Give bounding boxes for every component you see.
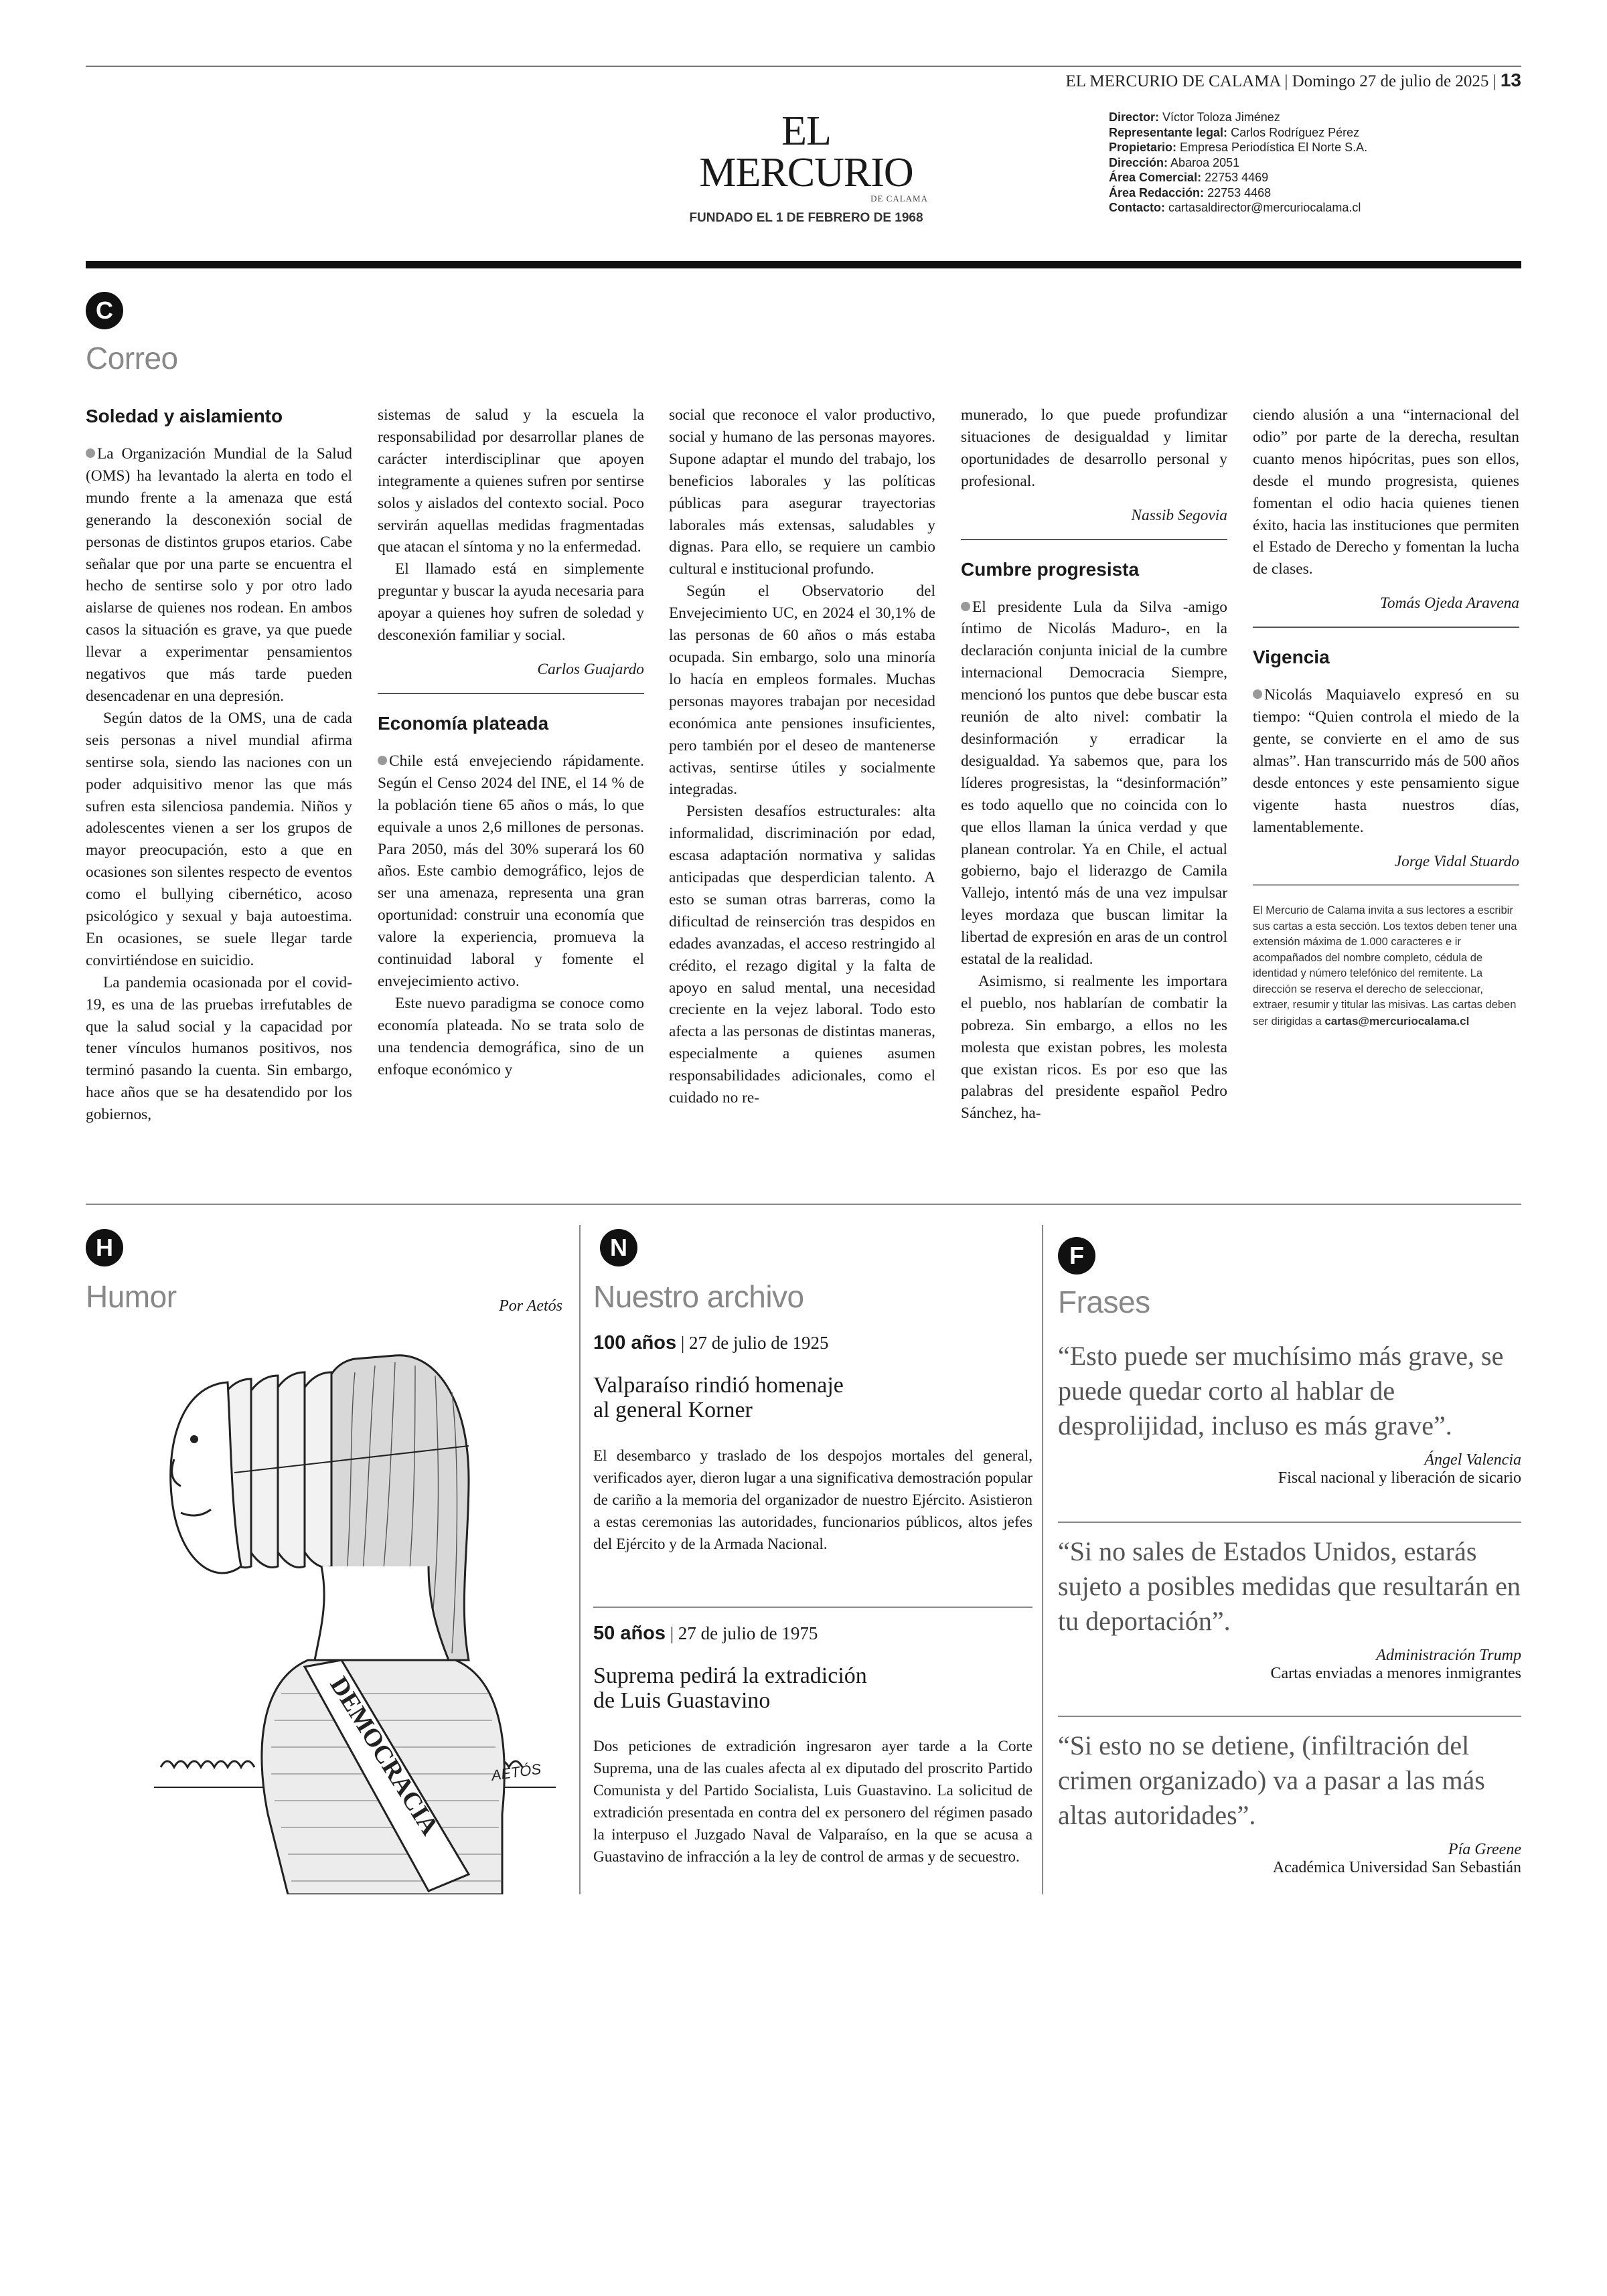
letter-paragraph: La pandemia ocasionada por el covid-19, es una de las pruebas irrefutables de que la salud social y la capacidad por tener vínculos humanos positivos, nos terminó pasando la cuenta. Sin embargo, hace años que se ha desatendido por los gobiernos, <box>86 973 352 1124</box>
quote-text: “Si no sales de Estados Unidos, estarás sujeto a posibles medidas que resultarán en tu deportación”. <box>1058 1536 1521 1636</box>
letters-column-3 <box>669 404 935 1109</box>
quote-author: Administración Trump <box>1376 1647 1521 1664</box>
bullet-dot-icon <box>86 448 95 458</box>
newspaper-logo-sub: DE CALAMA <box>870 193 928 203</box>
letter-divider <box>961 539 1227 540</box>
letter-paragraph: La Organización Mundial de la Salud (OMS) ha levantado la alerta en todo el mundo frente a la amenaza que está generando la desconexión social de personas de distintos grupos etarios. Cabe señalar que por una parte se encuentra el hecho de sentirse solo y por otro lado aislarse de quienes nos rodean. En ambos casos la situación es grave, ya que puede llevar a experimentar pensamientos negativos que más tarde pueden desencadenar en una depresión. <box>86 445 352 705</box>
letter-signature: Jorge Vidal Stuardo <box>1394 852 1519 870</box>
letters-submission-note: El Mercurio de Calama invita a sus lectores a escribir sus cartas a esta sección. Los textos deben tener una extensión máxima de 1.000 caracteres e ir acompañados del nombre completo, cédula de identidad y número telefónico del remitente. La dirección se reserva el derecho de seleccionar, extraer, resumir y titular las misivas. Las cartas deben ser dirigidas a cartas@mercuriocalama.cl <box>1253 904 1517 1028</box>
letter-heading: Soledad y aislamiento <box>86 406 283 426</box>
cartoon-signature: AETÓS <box>490 1760 542 1784</box>
letter-paragraph: Según datos de la OMS, una de cada seis personas a nivel mundial afirma sentirse sola, siendo las naciones con un poder adquisitivo menor las que más sufren esta silenciosa pandemia. Niños y adolescentes vienen a ser los grupos de mayor preocupación, esto a que en ocasiones son silentes respecto de eventos como el bullying cibernético, acoso psicológico y sexual y baja autoestima. En ocasiones, se suele llegar tarde convirtiéndose en suicidio. <box>86 709 352 969</box>
staff-line: Área Comercial: 22753 4469 <box>1109 171 1269 184</box>
bullet-dot-icon <box>378 756 387 765</box>
archive-item-body: El desembarco y traslado de los despojos mortales del general, verificados ayer, dieron lugar a una significativa demostración popular de cariño a la memoria del organizador de nuestro Ejército. Asistieron a estas ceremonias las autoridades, funcionarios públicos, altos jefes del Ejército y de la Armada Nacional. <box>593 1447 1032 1553</box>
quote-divider <box>1058 1716 1521 1717</box>
bullet-dot-icon <box>961 602 970 611</box>
founded-line: FUNDADO EL 1 DE FEBRERO DE 1968 <box>689 211 923 225</box>
letters-column-5 <box>1253 404 1519 1030</box>
letter-heading: Economía plateada <box>378 712 549 734</box>
archive-divider <box>593 1607 1032 1608</box>
archive-item <box>593 1623 1032 1868</box>
letter-divider <box>1253 884 1519 886</box>
letter-signature: Carlos Guajardo <box>537 660 644 678</box>
newspaper-logo: EL MERCURIO <box>699 108 913 195</box>
archive-item-year: 100 años | 27 de julio de 1925 <box>593 1332 829 1354</box>
column-divider <box>1042 1225 1043 1894</box>
letters-column-1 <box>86 404 352 1126</box>
quote-author-role: Fiscal nacional y liberación de sicario <box>1278 1469 1521 1487</box>
letter-divider <box>378 693 644 694</box>
letter-divider <box>1253 627 1519 628</box>
quote-block <box>1058 1339 1521 1487</box>
section-title-archivo: Nuestro archivo <box>593 1279 804 1314</box>
letters-column-4 <box>961 404 1227 1125</box>
staff-line: Representante legal: Carlos Rodríguez Pérez <box>1109 125 1360 139</box>
quote-divider <box>1058 1522 1521 1523</box>
masthead <box>672 110 940 226</box>
quote-author-role: Cartas enviadas a menores inmigrantes <box>1270 1665 1521 1682</box>
letters-column-2 <box>378 404 644 1080</box>
letter-paragraph: social que reconoce el valor productivo, social y humano de las personas mayores. Supone adaptar el mundo del trabajo, los beneficios laborales y las políticas públicas para asegurar trayectorias laborales más extensas, saludables y dignas. Para ello, se requiere un cambio cultural e institucional profundo. <box>669 406 935 578</box>
staff-line: Propietario: Empresa Periodística El Norte S.A. <box>1109 141 1368 154</box>
letter-heading: Vigencia <box>1253 647 1330 668</box>
staff-box <box>1109 110 1367 216</box>
letter-paragraph: El presidente Lula da Silva -amigo íntimo de Nicolás Maduro-, en la declaración conjunta inicial de la cumbre internacional Democracia Siempre, mencionó los puntos que debe buscar esta reunión de alto nivel: combatir la desinformación y erradicar la desigualdad. Ya sabemos que, para los líderes progresistas, la “desinformación” es todo aquello que no coincida con lo que ellos llaman la única verdad y que planean controlar. Ya en Chile, el actual gobierno, bajo el liderazgo de Camila Vallejo, intentó más de una vez impulsar leyes mordaza que buscan limitar la libertad de expresión en aras de un control estatal de la realidad. <box>961 598 1227 969</box>
letter-signature: Tomás Ojeda Aravena <box>1380 594 1519 612</box>
quote-text: “Esto puede ser muchísimo más grave, se puede quedar corto al hablar de desprolijidad, incluso es más grave”. <box>1058 1341 1504 1441</box>
cartoon-sash-text: DEMOCRACIA <box>324 1671 445 1840</box>
cartoon-democracia-image <box>154 1345 556 1894</box>
folio-text: EL MERCURIO DE CALAMA | Domingo 27 de julio de 2025 | <box>1065 72 1497 90</box>
quote-block <box>1058 1534 1521 1683</box>
staff-line: Director: Víctor Toloza Jiménez <box>1109 110 1280 124</box>
letter-signature: Nassib Segovia <box>1131 506 1227 524</box>
section-title-correo: Correo <box>86 341 178 376</box>
letter-paragraph: sistemas de salud y la escuela la responsabilidad por desarrollar planes de carácter interdisciplinar que apoyen integramente a quienes sufren por sentirse solos y aislados del contexto social. Poco servirán aquellas medidas fragmentadas que atacan el síntoma y no la enfermedad. <box>378 406 644 556</box>
letter-heading: Cumbre progresista <box>961 558 1140 580</box>
archive-item-year: 50 años | 27 de julio de 1975 <box>593 1623 818 1644</box>
folio <box>1066 70 1522 91</box>
letter-paragraph: Persisten desafíos estructurales: alta informalidad, discriminación por edad, escasa adaptación normativa y salidas anticipadas que desperdician talento. A esto se suman otras barreras, como la dificultad de reinserción tras despidos en edades avanzadas, el acceso restringido al crédito, el rezago digital y la falta de apoyo en salud mental, una necesidad creciente en la vejez laboral. Todo esto afecta a las personas de distintas maneras, especialmente a quienes asumen responsabilidades adicionales, como el cuidado no re- <box>669 803 935 1107</box>
quote-author-role: Académica Universidad San Sebastián <box>1272 1859 1521 1876</box>
section-badge-archivo: N <box>600 1229 637 1266</box>
bullet-dot-icon <box>1253 689 1262 699</box>
letter-paragraph: Este nuevo paradigma se conoce como economía plateada. No se trata solo de una tendencia demográfica, sino de un enfoque económico y <box>378 994 644 1078</box>
archive-item-body: Dos peticiones de extradición ingresaron ayer tarde a la Corte Suprema, una de las cuales afecta al ex diputado del proscrito Partido Comunista y del Partido Socialista, Luis Guastavino. La solicitud de extradición presentada en contra del ex personero del régimen pasado la interpuso el Juzgado Naval de Valparaíso, en la que se acusa a Guastavino de infracción a la ley de control de armas y de secuestro. <box>593 1738 1032 1866</box>
page-number: 13 <box>1500 70 1521 90</box>
header-thick-rule <box>86 261 1521 268</box>
quote-author: Pía Greene <box>1448 1841 1521 1858</box>
archive-item-headline: Valparaíso rindió homenaje al general Korner <box>593 1373 844 1422</box>
letter-paragraph: Nicolás Maquiavelo expresó en su tiempo: “Quien controla el miedo de la gente, se convierte en el amo de sus almas”. Han transcurrido más de 500 años desde entonces y este pensamiento sigue vigente hasta nuestros días, lamentablemente. <box>1253 686 1519 836</box>
letters-email-link[interactable]: cartas@mercuriocalama.cl <box>1324 1014 1470 1028</box>
archive-item-headline: Suprema pedirá la extradición de Luis Guastavino <box>593 1663 867 1713</box>
quote-author: Ángel Valencia <box>1424 1451 1521 1469</box>
staff-line: Dirección: Abaroa 2051 <box>1109 155 1240 169</box>
section-divider <box>86 1204 1521 1205</box>
top-rule <box>86 66 1521 67</box>
section-badge-correo: C <box>86 292 123 329</box>
letter-paragraph: Chile está envejeciendo rápidamente. Según el Censo 2024 del INE, el 14 % de la población tiene 65 años o más, lo que equivale a unos 2,6 millones de personas. Para 2050, más del 30% superará los 60 años. Este cambio demográfico, lejos de ser una amenaza, representa una gran oportunidad: construir una economía que valore la experiencia, promueva la continuidad laboral y fomente el envejecimiento activo. <box>378 752 644 990</box>
letter-paragraph: El llamado está en simplemente preguntar y buscar la ayuda necesaria para apoyar a quienes hoy sufren de soledad y desconexión familiar y social. <box>378 560 644 645</box>
staff-line: Área Redacción: 22753 4468 <box>1109 185 1272 199</box>
letter-paragraph: Asimismo, si realmente les importara el pueblo, nos hablarían de combatir la pobreza. Sin embargo, a ellos no les molesta que existan pobres, les molesta que existan ricos. Es por eso que las palabras del presidente español Pedro Sánchez, ha- <box>961 972 1227 1123</box>
section-title-frases: Frases <box>1058 1285 1150 1319</box>
staff-line[interactable]: Contacto: cartasaldirector@mercuriocalama.cl <box>1109 201 1361 214</box>
letter-paragraph: Según el Observatorio del Envejecimiento UC, en 2024 el 30,1% de las personas de 60 años o más estaba ocupada. Sin embargo, solo una minoría lo hacía en empleos formales. Muchas personas mayores trabajan por necesidad económica ante pensiones insuficientes, pero también por el deseo de mantenerse activas, sentirse útiles y socialmente integradas. <box>669 582 935 799</box>
quote-block <box>1058 1728 1521 1877</box>
quote-text: “Si esto no se detiene, (infiltración del crimen organizado) va a pasar a las más altas autoridades”. <box>1058 1730 1485 1830</box>
section-title-humor: Humor <box>86 1279 177 1314</box>
letter-paragraph: ciendo alusión a una “internacional del odio” por parte de la derecha, resultan cuanto menos hipócritas, pues son ellos, desde el mundo progresista, quienes fomentan el odio hacia quienes tienen éxito, hacia las instituciones que permiten el Estado de Derecho y fomentan la lucha de clases. <box>1253 406 1519 578</box>
section-badge-humor: H <box>86 1229 123 1266</box>
column-divider <box>579 1225 581 1894</box>
humor-byline: Por Aetós <box>499 1297 562 1315</box>
section-badge-frases: F <box>1058 1237 1095 1275</box>
letter-paragraph: munerado, lo que puede profundizar situaciones de desigualdad y limitar oportunidades de desarrollo personal y profesional. <box>961 406 1227 490</box>
archive-item <box>593 1332 1032 1556</box>
